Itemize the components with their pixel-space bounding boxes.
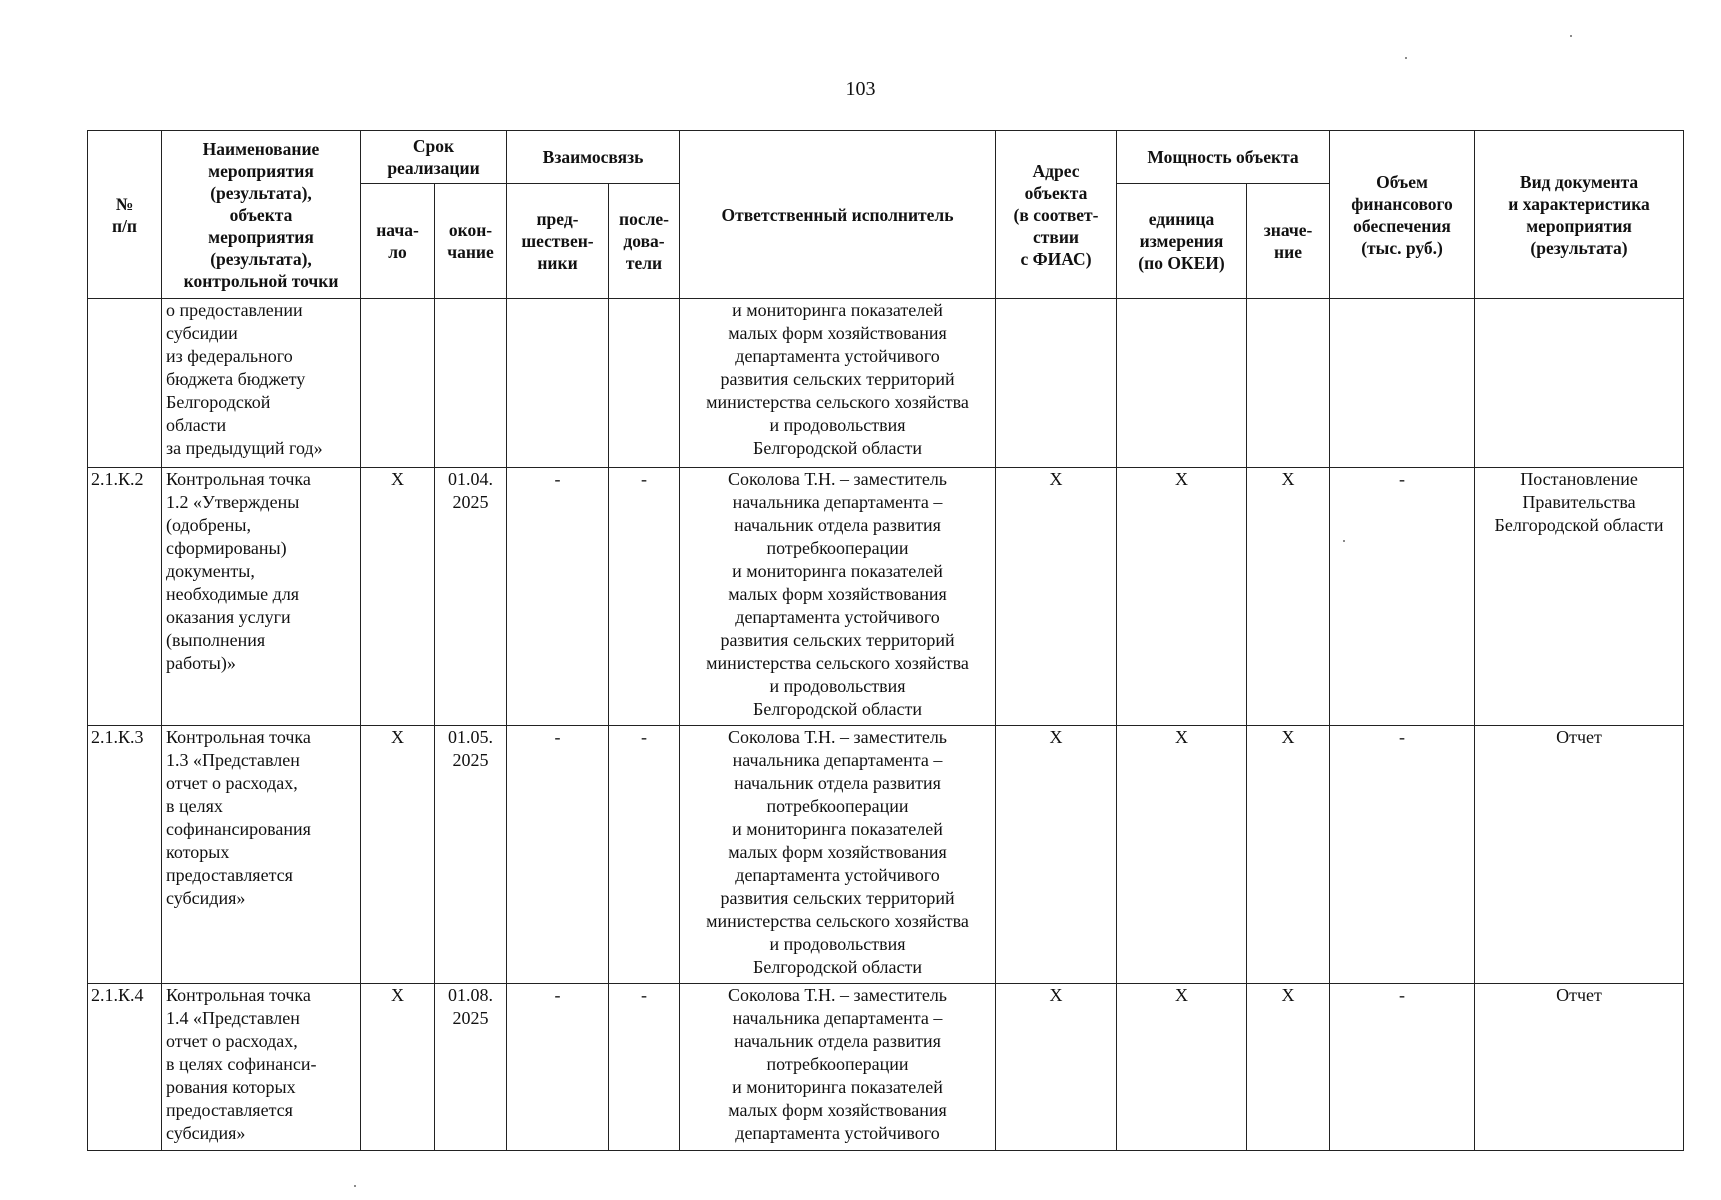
row-address: Х (996, 984, 1117, 1151)
row-responsible: Соколова Т.Н. – заместитель начальника департамента – начальник отдела развития потребкооперации и мониторинга показателей малых форм хозяйствования департамента устойчивого развития сельских территорий министерства сельского хозяйства и продовольствия Белгородской области (680, 726, 996, 984)
row-address (996, 299, 1117, 468)
header-period: Срок реализации (361, 131, 507, 184)
row-end: 01.08. 2025 (435, 984, 507, 1151)
header-name: Наименование мероприятия (результата), объекта мероприятия (результата), контрольной точки (162, 131, 361, 299)
row-name: Контрольная точка 1.2 «Утверждены (одобрены, сформированы) документы, необходимые для оказания услуги (выполнения работы)» (162, 468, 361, 726)
scan-speck (1405, 57, 1407, 59)
header-capacity-value: значе- ние (1247, 184, 1330, 299)
row-finance (1330, 299, 1475, 468)
row-next: - (609, 726, 680, 984)
row-end (435, 299, 507, 468)
row-end: 01.05. 2025 (435, 726, 507, 984)
row-value: Х (1247, 726, 1330, 984)
row-end: 01.04. 2025 (435, 468, 507, 726)
row-num (88, 299, 162, 468)
row-prev (507, 299, 609, 468)
row-responsible: Соколова Т.Н. – заместитель начальника департамента – начальник отдела развития потребкооперации и мониторинга показателей малых форм хозяйствования департамента устойчивого (680, 984, 996, 1151)
header-link: Взаимосвязь (507, 131, 680, 184)
scan-speck (354, 1185, 356, 1187)
row-prev: - (507, 984, 609, 1151)
row-start (361, 299, 435, 468)
row-value: Х (1247, 984, 1330, 1151)
table-row (88, 468, 1684, 726)
header-link-next: после- дова- тели (609, 184, 680, 299)
header-period-start: нача- ло (361, 184, 435, 299)
header-num: № п/п (88, 131, 162, 299)
row-start: Х (361, 468, 435, 726)
row-responsible: и мониторинга показателей малых форм хозяйствования департамента устойчивого развития сельских территорий министерства сельского хозяйства и продовольствия Белгородской области (680, 299, 996, 468)
header-link-prev: пред- шествен- ники (507, 184, 609, 299)
row-doc: Отчет (1475, 726, 1684, 984)
row-next: - (609, 468, 680, 726)
implementation-plan-table (87, 130, 1684, 1151)
row-name: Контрольная точка 1.4 «Представлен отчет о расходах, в целях софинанси- рования которых предоставляется субсидия» (162, 984, 361, 1151)
header-capacity: Мощность объекта (1117, 131, 1330, 184)
row-responsible: Соколова Т.Н. – заместитель начальника департамента – начальник отдела развития потребкооперации и мониторинга показателей малых форм хозяйствования департамента устойчивого развития сельских территорий министерства сельского хозяйства и продовольствия Белгородской области (680, 468, 996, 726)
row-finance: - (1330, 984, 1475, 1151)
row-value (1247, 299, 1330, 468)
row-next (609, 299, 680, 468)
row-unit: Х (1117, 468, 1247, 726)
header-responsible: Ответственный исполнитель (680, 131, 996, 299)
row-name: Контрольная точка 1.3 «Представлен отчет о расходах, в целях софинансирования которых предоставляется субсидия» (162, 726, 361, 984)
row-doc (1475, 299, 1684, 468)
table-row (88, 984, 1684, 1151)
row-doc: Постановление Правительства Белгородской области (1475, 468, 1684, 726)
row-finance: - (1330, 726, 1475, 984)
table-header (88, 131, 1684, 299)
row-num: 2.1.К.2 (88, 468, 162, 726)
table-row (88, 726, 1684, 984)
row-unit: Х (1117, 984, 1247, 1151)
row-prev: - (507, 468, 609, 726)
page-number: 103 (845, 78, 876, 100)
row-prev: - (507, 726, 609, 984)
row-address: Х (996, 726, 1117, 984)
row-start: Х (361, 726, 435, 984)
header-capacity-unit: единица измерения (по ОКЕИ) (1117, 184, 1247, 299)
row-unit: Х (1117, 726, 1247, 984)
row-finance: - (1330, 468, 1475, 726)
scan-speck (1343, 540, 1345, 542)
row-start: Х (361, 984, 435, 1151)
row-num: 2.1.К.4 (88, 984, 162, 1151)
row-next: - (609, 984, 680, 1151)
header-finance: Объем финансового обеспечения (тыс. руб.) (1330, 131, 1475, 299)
header-doc: Вид документа и характеристика мероприятия (результата) (1475, 131, 1684, 299)
row-doc: Отчет (1475, 984, 1684, 1151)
row-unit (1117, 299, 1247, 468)
header-address: Адрес объекта (в соответ- ствии с ФИАС) (996, 131, 1117, 299)
scan-speck (1570, 35, 1572, 37)
header-period-end: окон- чание (435, 184, 507, 299)
table-row (88, 299, 1684, 468)
row-name: о предоставлении субсидии из федерального бюджета бюджету Белгородской области за предыдущий год» (162, 299, 361, 468)
row-address: Х (996, 468, 1117, 726)
row-value: Х (1247, 468, 1330, 726)
row-num: 2.1.К.3 (88, 726, 162, 984)
